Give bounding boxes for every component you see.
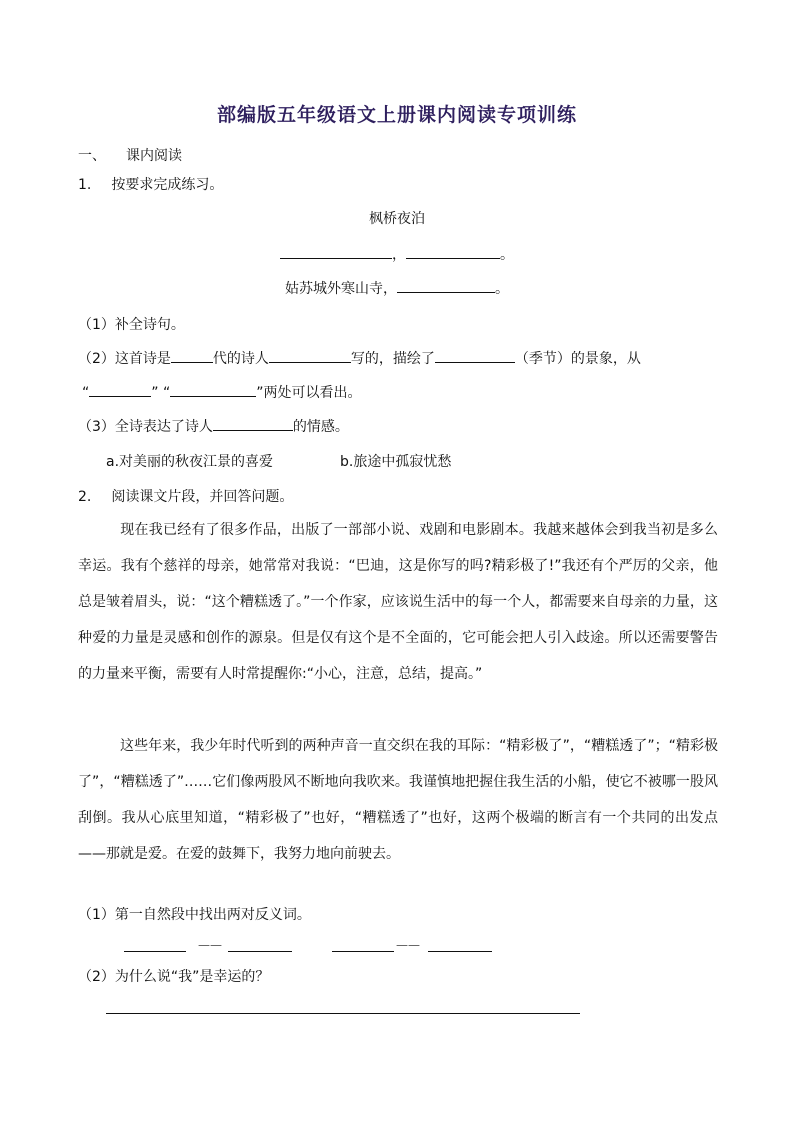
question-number: 2. [78,489,92,505]
sub-question-1-2-cont [82,382,362,402]
sub-question-1-2 [78,348,641,368]
answer-line[interactable] [228,951,292,952]
poem-line-1 [0,244,794,264]
question-text: ”两处可以看出。 [256,385,362,401]
poem-text: 姑苏城外寒山寺， [285,281,397,297]
fill-blank[interactable] [89,382,151,397]
question-text: （3）全诗表达了诗人 [78,419,213,435]
option-a[interactable]: a.对美丽的秋夜江景的喜爱 [106,454,274,470]
sub-question-2-2: （2）为什么说“我”是幸运的？ [78,969,270,985]
fill-blank[interactable] [406,244,500,259]
question-1-heading [78,174,223,194]
fill-blank[interactable] [269,348,351,363]
section-number: 一、 [78,148,106,164]
reading-paragraph-1 [78,512,718,692]
fill-blank[interactable] [397,278,495,293]
sub-question-1-1: （1）补全诗句。 [78,317,185,333]
answer-line[interactable] [124,951,186,952]
section-heading [78,145,182,165]
poem-title: 枫桥夜泊 [369,211,425,227]
period: 。 [500,247,514,263]
fill-blank[interactable] [170,382,256,397]
question-text: （季节）的景象，从 [514,351,641,367]
question-2-heading [78,486,293,506]
poem-line-2 [0,278,794,298]
question-text: 写的，描绘了 [350,351,435,367]
option-b[interactable]: b.旅途中孤寂忧愁 [340,454,452,470]
comma: ， [392,247,406,263]
period: 。 [495,281,509,297]
fill-blank[interactable] [435,348,515,363]
answer-line[interactable] [332,951,394,952]
question-text: （2）这首诗是 [78,351,171,367]
question-text: 的情感。 [292,419,349,435]
paragraph-text: 这些年来，我少年时代听到的两种声音一直交织在我的耳际：“精彩极了”，“糟糕透了”；“精彩极了”，“糟糕透了”……它们像两股风不断地向我吹来。我谨慎地把握住我生活的小船，使它不被哪一股风刮倒。我从心底里知道，“精彩极了”也好，“糟糕透了”也好，这两个极端的断言有一个共同的出发点——那就是爱。在爱的鼓舞下，我努力地向前驶去。 [78,738,718,862]
answer-line[interactable] [106,1013,580,1014]
sub-question-2-1: （1）第一自然段中找出两对反义词。 [78,907,311,923]
reading-paragraph-2 [78,728,718,872]
section-label: 课内阅读 [126,148,182,164]
question-prompt: 按要求完成练习。 [111,177,224,193]
quote: ” “ [151,385,171,401]
fill-blank[interactable] [171,348,213,363]
quote: “ [82,385,90,401]
dash: —— [198,938,222,952]
paragraph-text: 现在我已经有了很多作品，出版了一部部小说、戏剧和电影剧本。我越来越体会到我当初是多么幸运。我有个慈祥的母亲，她常常对我说：“巴迪，这是你写的吗?精彩极了!”我还有个严厉的父亲，他总是皱着眉头，说：“这个糟糕透了。”一个作家，应该说生活中的每一个人，都需要来自母亲的力量，这种爱的力量是灵感和创作的源泉。但是仅有这个是不全面的，它可能会把人引入歧途。所以还需要警告的力量来平衡，需要有人时常提醒你:“小心，注意，总结，提高。” [78,522,718,682]
answer-line[interactable] [428,951,492,952]
question-text: 代的诗人 [212,351,269,367]
question-prompt: 阅读课文片段，并回答问题。 [111,489,294,505]
fill-blank[interactable] [280,244,392,259]
question-number: 1. [78,177,92,193]
fill-blank[interactable] [213,416,293,431]
page-title: 部编版五年级语文上册课内阅读专项训练 [216,104,577,126]
sub-question-1-3 [78,416,349,436]
dash: —— [396,938,420,952]
